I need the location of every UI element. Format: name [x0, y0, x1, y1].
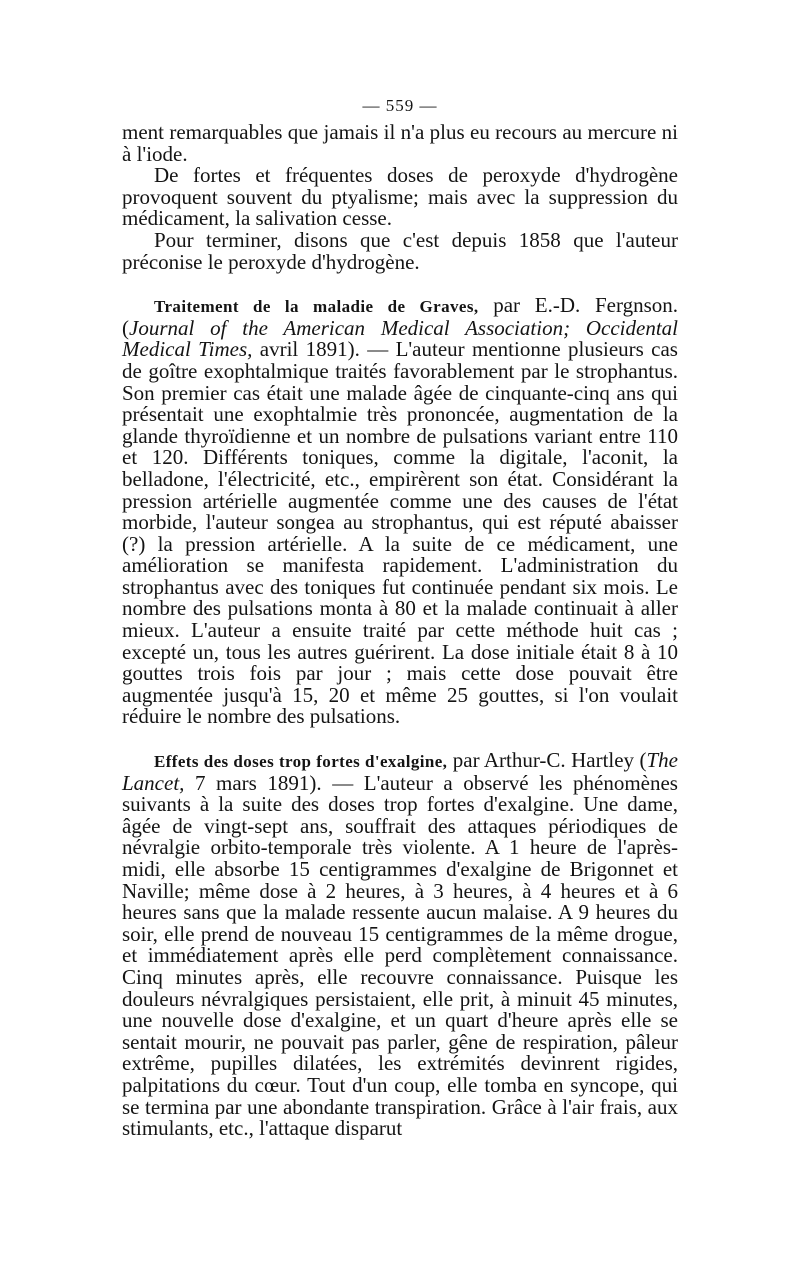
article-exalgine-date: 7 mars 1891). — [184, 770, 364, 795]
article-exalgine [122, 750, 678, 1140]
article-exalgine-heading: Effets des doses trop fortes d'exalgine, [154, 752, 448, 772]
article-graves-author: par E.-D. Fergnson. ( [122, 293, 678, 340]
page-number: — 559 — [362, 96, 438, 115]
paragraph-continuation: ment remarquables que jamais il n'a plus eu recours au mercure ni à l'iode. [122, 120, 678, 166]
article-graves-journal: Journal of the American Medical Association; Occidental Medical Times, [122, 315, 678, 362]
body-text [122, 122, 678, 1140]
article-graves-heading: Traitement de la maladie de Graves, [154, 297, 479, 317]
article-exalgine-author: par Arthur-C. Hartley ( [447, 748, 647, 773]
paragraph-peroxyde-doses: De fortes et fréquentes doses de peroxyde d'hydrogène provoquent souvent du ptyalisme; mais avec la suppression du médicament, la salivation cesse. [122, 163, 678, 231]
paragraph-conclusion: Pour terminer, disons que c'est depuis 1858 que l'auteur préconise le peroxyde d'hydrogène. [122, 227, 678, 274]
article-graves-body: L'auteur mentionne plusieurs cas de goître exophtalmique traités favorablement par le strophantus. Son premier cas était une malade âgée de cinquante-cinq ans qui présentait une exophtalmie très prononcée, augmentation de la glande thyroïdienne et un nombre de pulsations variant entre 110 et 120. Différents toniques, comme la digitale, l'aconit, la belladone, l'électricité, etc., empirèrent son état. Considérant la pression artérielle augmentée comme une des causes de l'état morbide, l'auteur songea au strophantus, qui est réputé abaisser (?) la pression artérielle. A la suite de ce médicament, une amélioration se manifesta rapidement. L'administration du strophantus avec des toniques fut continuée pendant six mois. Le nombre des pulsations monta à 80 et la malade continuait à aller mieux. L'auteur a ensuite traité par cette méthode huit cas ; excepté un, tous les autres guérirent. La dose initiale était 8 à 10 gouttes trois fois par jour ; mais cette dose pouvait être augmentée jusqu'à 15, 20 et même 25 gouttes, si l'on voulait réduire le nombre des pulsations. [122, 337, 678, 729]
article-graves [122, 295, 678, 728]
article-exalgine-body: L'auteur a observé les phénomènes suivants à la suite des doses trop fortes d'exalgine. Une dame, âgée de vingt-sept ans, souffrait des attaques périodiques de névralgie orbito-temporale très violente. A 1 heure de l'après-midi, elle absorbe 15 centigrammes d'exalgine de Brigonnet et Naville; même dose à 2 heures, à 3 heures, à 4 heures et à 6 heures sans que la malade ressente aucun malaise. A 9 heures du soir, elle prend de nouveau 15 centigrammes de la même drogue, et immédiatement après elle perd complètement connaissance. Cinq minutes après, elle recouvre connaissance. Puisque les douleurs névralgiques persistaient, elle prit, à minuit 45 minutes, une nouvelle dose d'exalgine, et un quart d'heure après elle se sentait mourir, ne pouvait pas parler, gêne de respiration, pâleur extrême, pupilles dilatées, les extrémités devinrent rigides, palpitations du cœur. Tout d'un coup, elle tomba en syncope, qui se termina par une abondante transpiration. Grâce à l'air frais, aux stimulants, etc., l'attaque disparut [122, 770, 678, 1141]
article-graves-date: avril 1891). — [252, 337, 396, 362]
article-exalgine-journal: The Lancet, [122, 748, 678, 795]
